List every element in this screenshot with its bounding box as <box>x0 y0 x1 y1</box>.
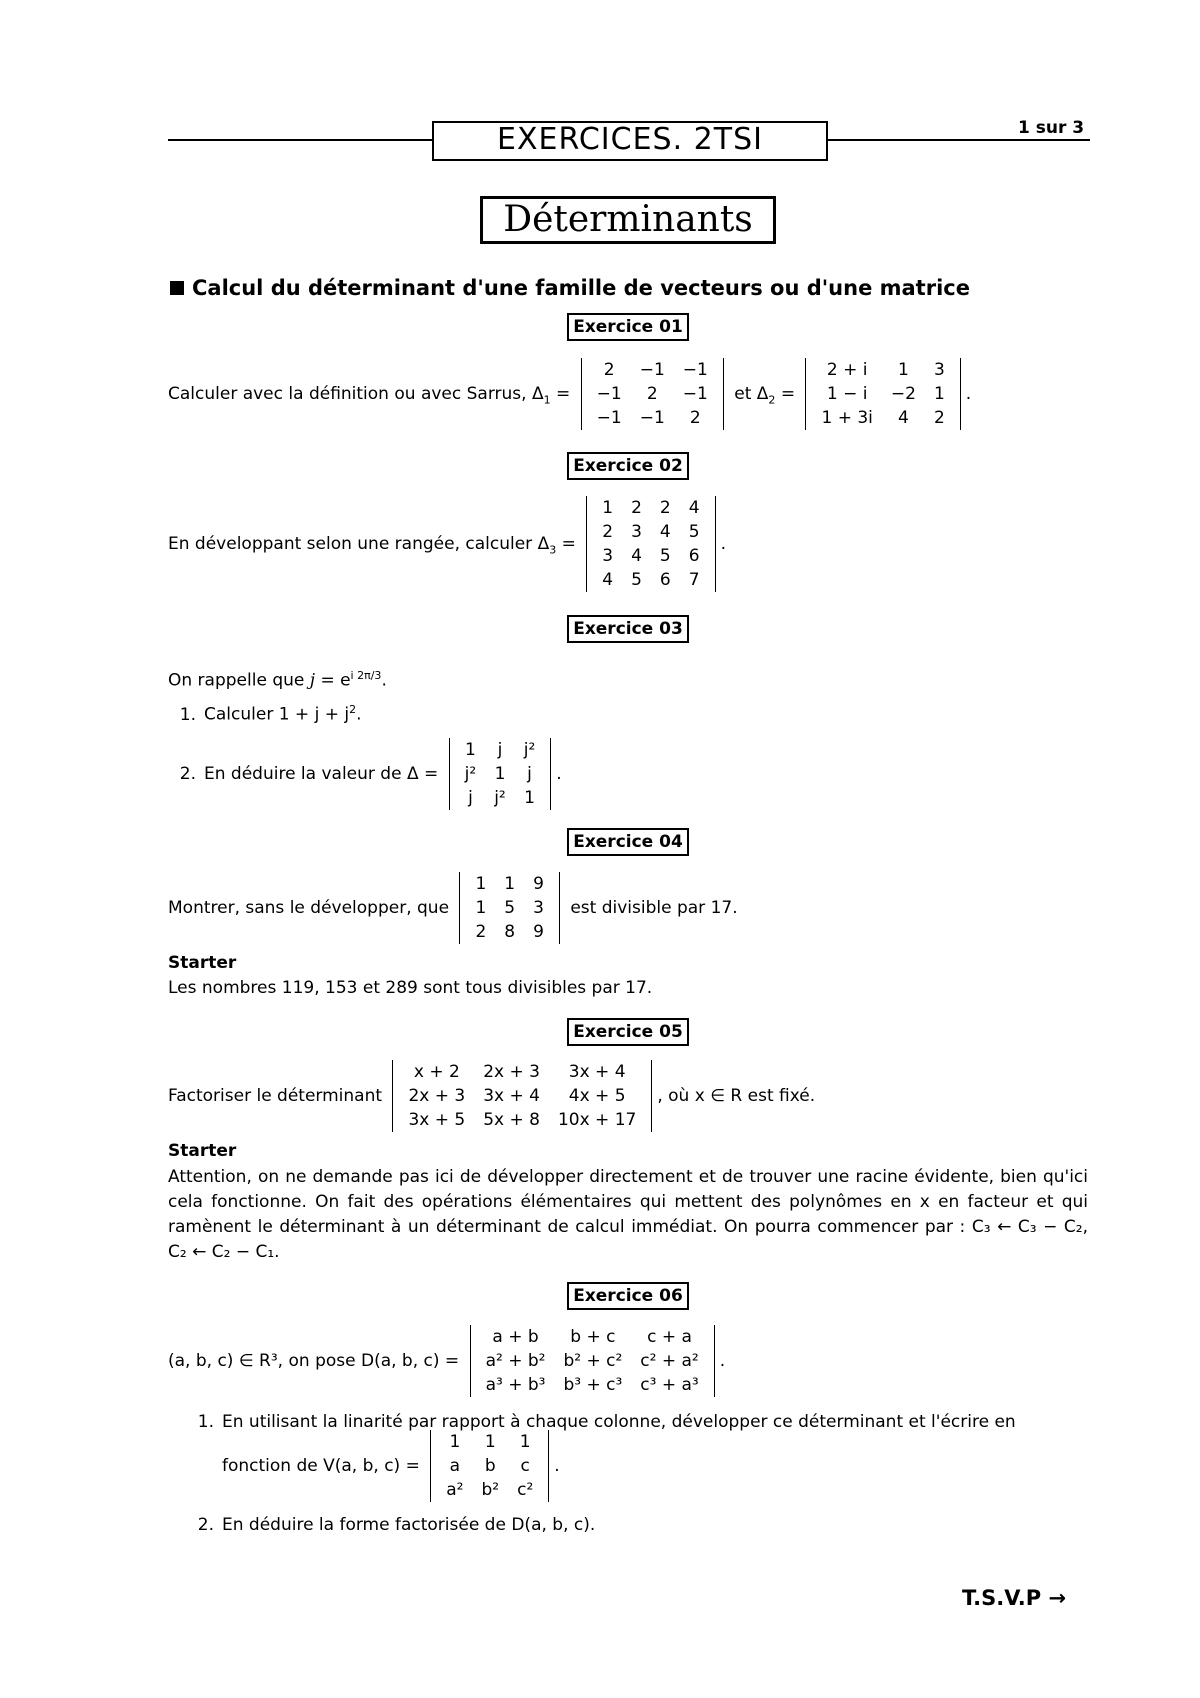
matrix-cell: −2 <box>890 384 916 404</box>
exercise-06-question-1: 1. En utilisant la linarité par rapport à chaque colonne, développer ce déterminant et l'écrire en <box>197 1412 1016 1432</box>
matrix-cell: a + b <box>492 1327 539 1347</box>
matrix-cell: 10x + 17 <box>557 1110 637 1130</box>
matrix-cell: 1 − i <box>826 384 868 404</box>
matrix-row <box>456 786 545 810</box>
matrix-row <box>437 1478 542 1502</box>
matrix-row <box>477 1373 708 1397</box>
matrix-cell: 5 <box>631 570 642 590</box>
exercise-05-statement: Factoriser le déterminant x + 2 2x + 3 3x + 4 2x + 3 3x + 4 4x + 5 3x + 5 5x + 8 10x + 17 , où x ∈ R est fixé. <box>168 1062 816 1130</box>
matrix-cell: b² + c² <box>563 1351 623 1371</box>
matrix-cell: −1 <box>639 360 665 380</box>
matrix-cell: 4 <box>659 522 671 542</box>
header-rule-left <box>168 139 434 141</box>
matrix-cell: j <box>497 740 503 760</box>
matrix-cell: c² <box>517 1480 534 1500</box>
matrix-cell: 1 <box>602 498 614 518</box>
header-banner <box>432 121 828 161</box>
matrix-cell: 1 <box>475 874 487 894</box>
matrix-cell: 1 <box>504 874 516 894</box>
exercise-03-question-2: 2. En déduire la valeur de Δ = 1 j j² j² 1 j j j² 1 . <box>179 740 562 808</box>
matrix-cell: 5x + 8 <box>483 1110 540 1130</box>
page-number: 1 sur 3 <box>1018 118 1085 138</box>
matrix-row <box>437 1430 542 1454</box>
matrix-D <box>470 1325 715 1397</box>
exercise-02-label: Exercice 02 <box>567 452 689 480</box>
matrix-cell: 5 <box>659 546 671 566</box>
matrix-vandermonde <box>430 1430 549 1502</box>
matrix-row <box>593 544 708 568</box>
matrix-cell: 4 <box>688 498 700 518</box>
matrix-row <box>812 358 953 382</box>
matrix-cell: b + c <box>570 1327 616 1347</box>
matrix-cell: 2x + 3 <box>408 1086 466 1106</box>
matrix-cell: c + a <box>647 1327 692 1347</box>
matrix-cell: −1 <box>682 360 708 380</box>
matrix-cell: 3 <box>933 360 945 380</box>
exercise-03-question-1: 1. Calculer $1 + j + j^2$. <box>179 703 362 725</box>
matrix-row <box>477 1325 708 1349</box>
matrix-cell: 3x + 4 <box>568 1062 626 1082</box>
matrix-j <box>449 738 552 810</box>
matrix-cell: 2 <box>646 384 658 404</box>
matrix-row <box>588 358 717 382</box>
matrix-row <box>466 920 552 944</box>
matrix-cell: 9 <box>533 874 544 894</box>
matrix-row <box>456 738 545 762</box>
matrix-cell: 3x + 4 <box>483 1086 540 1106</box>
matrix-cell: a² <box>446 1480 464 1500</box>
matrix-row <box>466 872 552 896</box>
matrix-cell: −1 <box>596 408 622 428</box>
matrix-cell: −1 <box>596 384 622 404</box>
matrix-row <box>593 568 708 592</box>
matrix-cell: 1 <box>494 764 506 784</box>
matrix-cell: a <box>449 1456 461 1476</box>
exercise-04-label: Exercice 04 <box>567 828 689 856</box>
exercise-06-statement: (a, b, c) ∈ R³, on pose D(a, b, c) = a + b b + c c + a a² + b² b² + c² c² + a² a³ + b³ b³ + c³ c³ + a³ . <box>168 1327 726 1395</box>
matrix-delta2 <box>805 358 960 430</box>
matrix-cell: 7 <box>688 570 700 590</box>
exercise-04-starter-text: Les nombres 119, 153 et 289 sont tous divisibles par 17. <box>168 978 653 998</box>
matrix-cell: b <box>484 1456 496 1476</box>
exercise-05-starter-label: Starter <box>168 1141 237 1161</box>
matrix-cell: 2 <box>631 498 642 518</box>
matrix-factorise <box>392 1060 652 1132</box>
matrix-cell: −1 <box>639 408 665 428</box>
header-rule-right <box>826 139 1090 141</box>
matrix-cell: j² <box>464 764 477 784</box>
matrix-cell: 6 <box>659 570 671 590</box>
matrix-cell: 1 <box>898 360 909 380</box>
matrix-cell: 2 <box>659 498 671 518</box>
matrix-cell: 9 <box>533 922 544 942</box>
matrix-row <box>399 1060 645 1084</box>
matrix-cell: 1 <box>933 384 945 404</box>
matrix-cell: 6 <box>688 546 700 566</box>
matrix-cell: 2 <box>602 522 614 542</box>
matrix-cell: b² <box>481 1480 500 1500</box>
exercise-06-question-1-cont: fonction de V(a, b, c) = 1 1 1 a b c a² b² c² . <box>222 1432 560 1500</box>
matrix-cell: c <box>520 1456 530 1476</box>
exercise-04-starter-label: Starter <box>168 953 237 973</box>
exercise-05-label: Exercice 05 <box>567 1018 689 1046</box>
matrix-row <box>466 896 552 920</box>
matrix-row <box>477 1349 708 1373</box>
matrix-row <box>437 1454 542 1478</box>
matrix-delta1 <box>581 358 724 430</box>
page-title: Déterminants <box>480 196 776 244</box>
matrix-row <box>399 1084 645 1108</box>
exercise-01-label: Exercice 01 <box>567 313 689 341</box>
matrix-cell: 4 <box>602 570 614 590</box>
matrix-cell: j <box>527 764 532 784</box>
matrix-cell: j² <box>523 740 536 760</box>
matrix-cell: 4 <box>631 546 642 566</box>
matrix-cell: j² <box>494 788 506 808</box>
square-bullet-icon <box>170 281 184 295</box>
matrix-cell: 8 <box>504 922 516 942</box>
exercise-02-statement: En développant selon une rangée, calculer $\Delta_3$ = 1 2 2 4 2 3 4 5 3 4 5 6 4 5 6 7 . <box>168 498 726 590</box>
exercise-03-intro: On rappelle que $j = e^{i 2\pi/3}$. <box>168 669 387 691</box>
matrix-cell: 3x + 5 <box>408 1110 466 1130</box>
exercise-01-statement: Calculer avec la définition ou avec Sarrus, $\Delta_1$ = 2 −1 −1 −1 2 −1 −1 −1 2 et $\Delta_2$ = 2 + i 1 3 1 − i −2 1 1 + 3i 4 2 . <box>168 360 972 428</box>
matrix-cell: 1 <box>465 740 476 760</box>
matrix-cell: 1 + 3i <box>821 408 873 428</box>
matrix-cell: c³ + a³ <box>640 1375 699 1395</box>
matrix-cell: 2x + 3 <box>483 1062 540 1082</box>
matrix-cell: 5 <box>688 522 700 542</box>
section-heading: Calcul du déterminant d'une famille de vecteurs ou d'une matrice <box>170 276 970 300</box>
matrix-cell: 4x + 5 <box>568 1086 626 1106</box>
matrix-cell: b³ + c³ <box>563 1375 623 1395</box>
matrix-divisible <box>459 872 559 944</box>
matrix-cell: 2 <box>933 408 945 428</box>
matrix-row <box>588 406 717 430</box>
matrix-cell: c² + a² <box>640 1351 699 1371</box>
matrix-cell: 3 <box>631 522 642 542</box>
matrix-cell: 1 <box>475 898 487 918</box>
matrix-cell: a² + b² <box>485 1351 546 1371</box>
matrix-cell: 1 <box>519 1432 531 1452</box>
matrix-delta3 <box>586 496 715 592</box>
matrix-cell: −1 <box>682 384 708 404</box>
exercise-06-question-2: 2. En déduire la forme factorisée de D(a, b, c). <box>197 1515 596 1535</box>
matrix-row <box>593 520 708 544</box>
matrix-row <box>812 382 953 406</box>
matrix-cell: 5 <box>504 898 516 918</box>
exercise-03-label: Exercice 03 <box>567 615 689 643</box>
matrix-cell: 2 <box>689 408 701 428</box>
matrix-row <box>593 496 708 520</box>
matrix-row <box>399 1108 645 1132</box>
matrix-row <box>812 406 953 430</box>
matrix-cell: 2 <box>603 360 615 380</box>
matrix-cell: a³ + b³ <box>485 1375 546 1395</box>
matrix-cell: 3 <box>602 546 614 566</box>
footer-tsvp: T.S.V.P → <box>962 1586 1067 1610</box>
matrix-cell: j <box>468 788 473 808</box>
matrix-cell: x + 2 <box>413 1062 460 1082</box>
exercise-06-label: Exercice 06 <box>567 1282 689 1310</box>
exercise-04-statement: Montrer, sans le développer, que 1 1 9 1 5 3 2 8 9 est divisible par 17. <box>168 874 738 942</box>
matrix-cell: 4 <box>898 408 909 428</box>
matrix-cell: 1 <box>449 1432 461 1452</box>
matrix-cell: 2 <box>475 922 487 942</box>
exercise-05-starter-text: Attention, on ne demande pas ici de développer directement et de trouver une racine évidente, bien qu'ici cela fonctionne. On fait des opérations élémentaires qui mettent des polynômes en x en facteur et qui ramènent le déterminant à un déterminant de calcul immédiat. On pourra commencer par : C₃ ← C₃ − C₂, C₂ ← C₂ − C₁. <box>168 1167 1088 1262</box>
matrix-cell: 2 + i <box>826 360 868 380</box>
matrix-cell: 1 <box>524 788 535 808</box>
matrix-row <box>456 762 545 786</box>
matrix-row <box>588 382 717 406</box>
matrix-cell: 1 <box>484 1432 496 1452</box>
matrix-cell: 3 <box>533 898 544 918</box>
header-banner-text: EXERCICES. 2TSI <box>497 122 763 157</box>
